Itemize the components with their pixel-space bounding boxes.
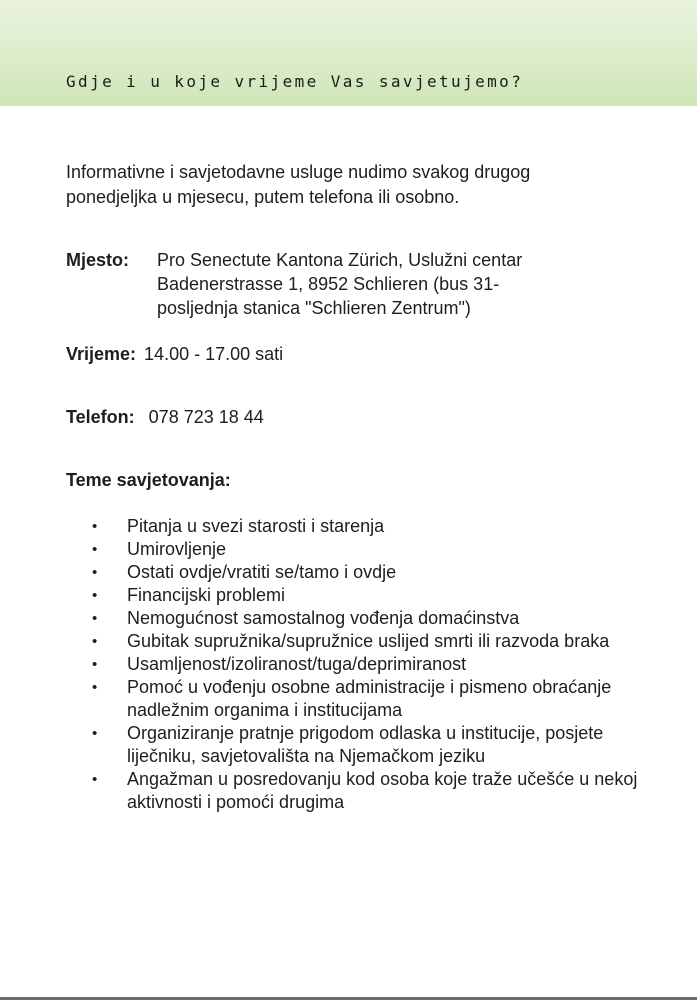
intro-paragraph: Informativne i savjetodavne usluge nudimo svakog drugog ponedjeljka u mjesecu, putem telefona ili osobno. bbox=[66, 162, 531, 207]
phone-label: Telefon: bbox=[66, 407, 135, 427]
list-item bbox=[90, 676, 660, 722]
bullet-icon: • bbox=[92, 518, 98, 535]
bullet-icon: • bbox=[92, 587, 98, 604]
list-item-text: Pitanja u svezi starosti i starenja bbox=[127, 516, 385, 536]
list-item bbox=[90, 584, 660, 607]
list-item-text: Gubitak supružnika/supružnice uslijed smrti ili razvoda braka bbox=[127, 631, 610, 651]
time-label: Vrijeme: bbox=[66, 344, 137, 364]
list-item-text: Usamljenost/izoliranost/tuga/deprimiranost bbox=[127, 654, 467, 674]
phone-row bbox=[66, 405, 264, 429]
list-item bbox=[90, 515, 660, 538]
list-item-text: Financijski problemi bbox=[127, 585, 286, 605]
page-title: Gdje i u koje vrijeme Vas savjetujemo? bbox=[66, 72, 524, 91]
location-label: Mjesto: bbox=[66, 250, 129, 270]
phone-value: 078 723 18 44 bbox=[148, 407, 264, 427]
time-value: 14.00 - 17.00 sati bbox=[144, 344, 284, 364]
time-row bbox=[66, 342, 283, 366]
location-value: Pro Senectute Kantona Zürich, Uslužni centar Badenerstrasse 1, 8952 Schlieren (bus 31-posljednja stanica "Schlieren Zentrum") bbox=[157, 250, 523, 318]
bullet-icon: • bbox=[92, 679, 98, 696]
list-item bbox=[90, 653, 660, 676]
bullet-icon: • bbox=[92, 656, 98, 673]
list-item bbox=[90, 538, 660, 561]
list-item-text: Angažman u posredovanju kod osoba koje traže učešće u nekoj aktivnosti i pomoći drugima bbox=[127, 769, 638, 812]
list-item-text: Nemogućnost samostalnog vođenja domaćinstva bbox=[127, 608, 520, 628]
list-item-text: Organiziranje pratnje prigodom odlaska u institucije, posjete liječniku, savjetovališta na Njemačkom jeziku bbox=[127, 723, 604, 766]
list-item-text: Umirovljenje bbox=[127, 539, 227, 559]
bullet-icon: • bbox=[92, 633, 98, 650]
list-item bbox=[90, 722, 660, 768]
location-row bbox=[66, 248, 577, 320]
list-item bbox=[90, 768, 660, 814]
bullet-icon: • bbox=[92, 564, 98, 581]
bullet-icon: • bbox=[92, 725, 98, 742]
list-item-text: Ostati ovdje/vratiti se/tamo i ovdje bbox=[127, 562, 397, 582]
bullet-icon: • bbox=[92, 610, 98, 627]
topics-heading: Teme savjetovanja: bbox=[66, 470, 231, 490]
list-item bbox=[90, 607, 660, 630]
list-item-text: Pomoć u vođenju osobne administracije i pismeno obraćanje nadležnim organima i institucijama bbox=[127, 677, 612, 720]
bullet-icon: • bbox=[92, 771, 98, 788]
header-band bbox=[0, 0, 697, 106]
list-item bbox=[90, 630, 660, 653]
topics-list bbox=[90, 515, 660, 814]
bullet-icon: • bbox=[92, 541, 98, 558]
list-item bbox=[90, 561, 660, 584]
